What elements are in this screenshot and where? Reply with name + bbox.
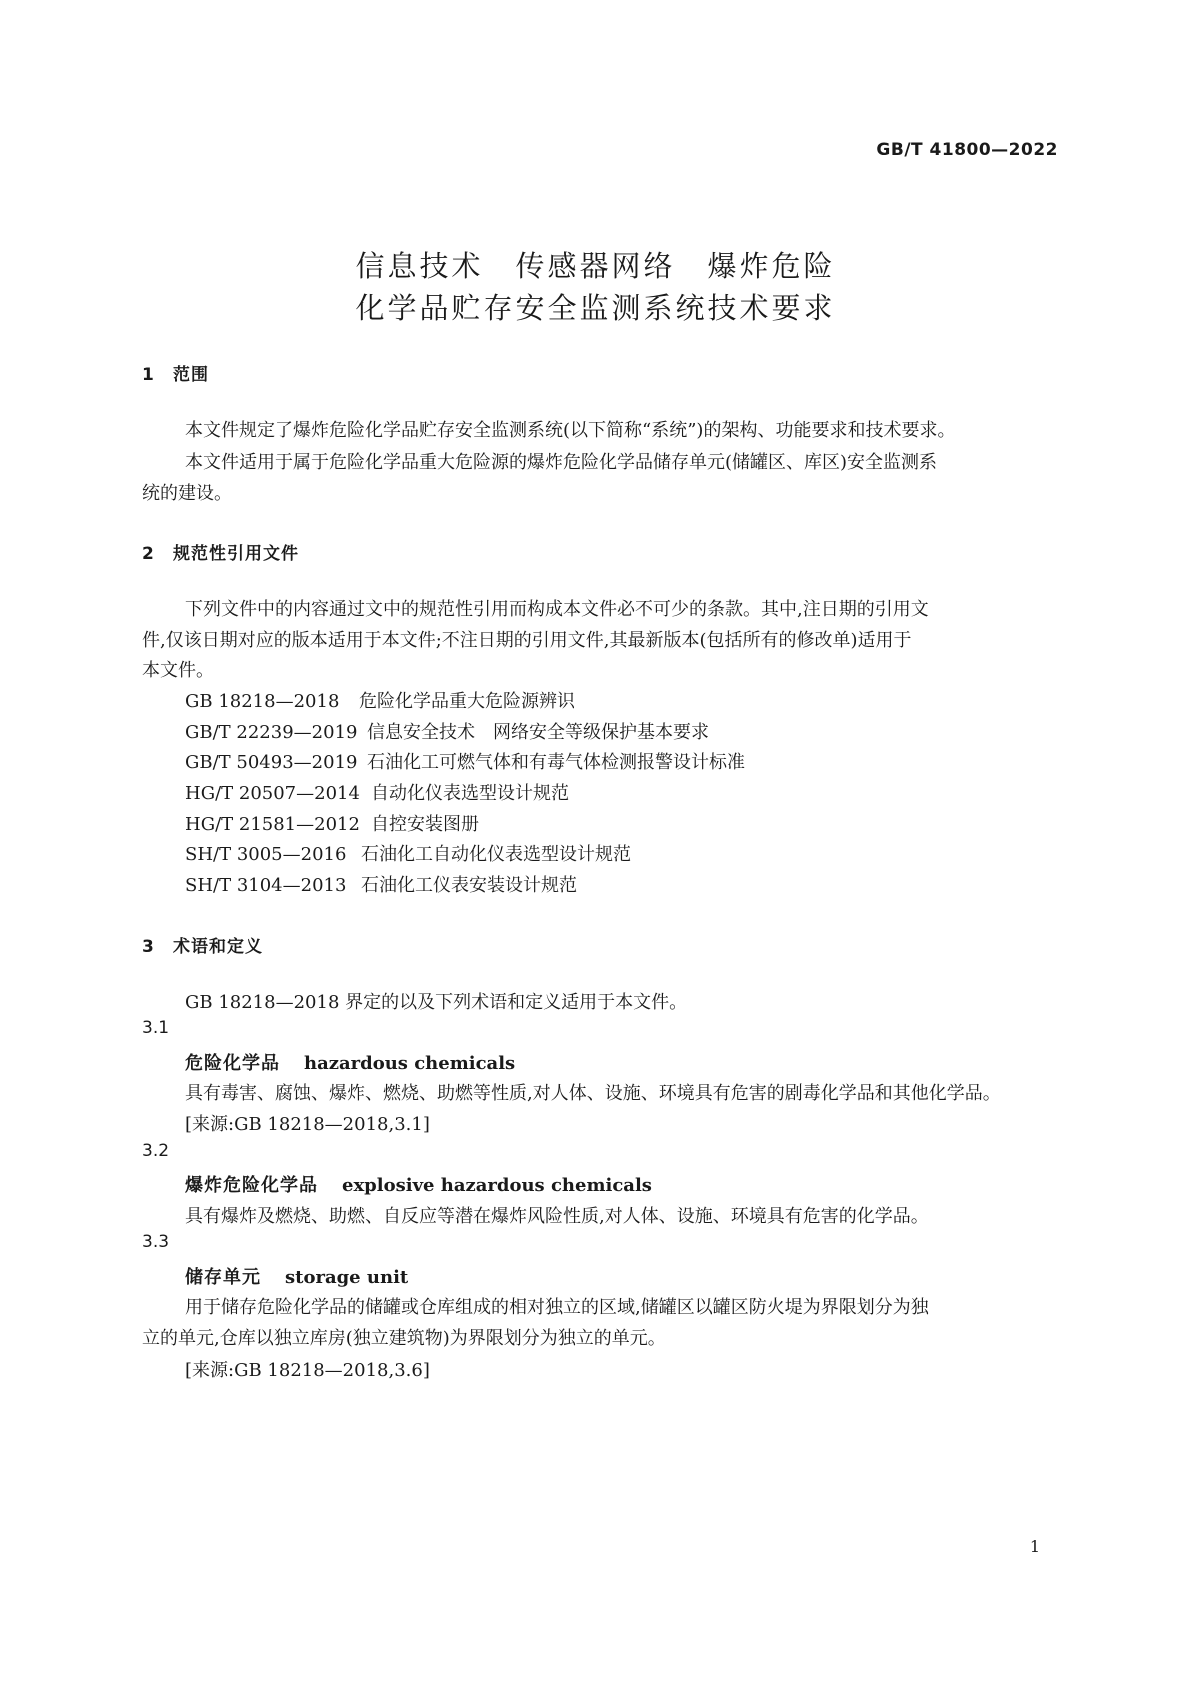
reference-title: 自动化仪表选型设计规范 [371, 783, 569, 804]
reference-title: 石油化工可燃气体和有毒气体检测报警设计标准 [367, 752, 745, 773]
section-2-intro-cont: 件,仅该日期对应的版本适用于本文件;不注日期的引用文件,其最新版本(包括所有的修改单)适用于 [142, 630, 912, 651]
section-2-intro-cont: 本文件。 [142, 660, 214, 681]
standard-number: GB/T 41800—2022 [876, 140, 1058, 160]
term-name-zh: 爆炸危险化学品 [185, 1175, 318, 1196]
section-2-intro: 下列文件中的内容通过文中的规范性引用而构成本文件必不可少的条款。其中,注日期的引用文 [185, 599, 929, 620]
reference-item [185, 687, 575, 713]
section-1-paragraph-2: 本文件适用于属于危险化学品重大危险源的爆炸危险化学品储存单元(储罐区、库区)安全监测系 [185, 452, 938, 473]
document-title-line-1: 信息技术 传感器网络 爆炸危险 [355, 249, 836, 283]
reference-title: 危险化学品重大危险源辨识 [359, 691, 575, 712]
reference-code: HG/T 21581—2012 [185, 814, 360, 835]
section-number: 3 [142, 937, 155, 957]
reference-code: SH/T 3005—2016 [185, 844, 347, 865]
section-3-intro: GB 18218—2018 界定的以及下列术语和定义适用于本文件。 [185, 992, 688, 1013]
section-title: 术语和定义 [173, 937, 263, 957]
section-3-heading [142, 932, 263, 957]
section-1-paragraph-2-cont: 统的建设。 [142, 483, 232, 504]
section-1-paragraph-1: 本文件规定了爆炸危险化学品贮存安全监测系统(以下简称“系统”)的架构、功能要求和技术要求。 [185, 420, 956, 441]
term-definition: 具有爆炸及燃烧、助燃、自反应等潜在爆炸风险性质,对人体、设施、环境具有危害的化学品。 [185, 1206, 929, 1227]
reference-title: 石油化工仪表安装设计规范 [361, 875, 577, 896]
reference-item [185, 810, 479, 836]
reference-item [185, 840, 631, 866]
section-title: 范围 [173, 365, 209, 385]
term-source: [来源:GB 18218—2018,3.6] [185, 1360, 430, 1381]
term-number: 3.3 [142, 1232, 170, 1252]
term-source: [来源:GB 18218—2018,3.1] [185, 1114, 430, 1135]
reference-code: SH/T 3104—2013 [185, 875, 347, 896]
reference-title: 石油化工自动化仪表选型设计规范 [361, 844, 631, 865]
term-name [185, 1049, 515, 1075]
reference-code: GB/T 50493—2019 [185, 752, 358, 773]
term-definition: 具有毒害、腐蚀、爆炸、燃烧、助燃等性质,对人体、设施、环境具有危害的剧毒化学品和其他化学品。 [185, 1083, 1001, 1104]
term-name [185, 1263, 408, 1289]
reference-code: GB 18218—2018 [185, 691, 340, 712]
section-number: 2 [142, 544, 155, 564]
reference-code: HG/T 20507—2014 [185, 783, 360, 804]
section-1-heading [142, 360, 209, 385]
reference-code: GB/T 22239—2019 [185, 722, 358, 743]
reference-title: 自控安装图册 [371, 814, 479, 835]
section-title: 规范性引用文件 [173, 544, 299, 564]
term-name-en: storage unit [285, 1267, 409, 1288]
term-name-zh: 危险化学品 [185, 1053, 280, 1074]
section-2-heading [142, 539, 299, 564]
section-number: 1 [142, 365, 155, 385]
reference-title: 信息安全技术 网络安全等级保护基本要求 [367, 722, 709, 743]
term-number: 3.2 [142, 1141, 170, 1161]
term-name [185, 1171, 652, 1197]
reference-item [185, 779, 569, 805]
page-number: 1 [1029, 1537, 1040, 1556]
reference-item [185, 748, 745, 774]
reference-item [185, 718, 709, 744]
term-definition: 用于储存危险化学品的储罐或仓库组成的相对独立的区域,储罐区以罐区防火堤为界限划分为独 [185, 1297, 929, 1318]
term-number: 3.1 [142, 1018, 170, 1038]
term-name-zh: 储存单元 [185, 1267, 261, 1288]
reference-item [185, 871, 577, 897]
term-name-en: explosive hazardous chemicals [342, 1175, 652, 1196]
term-name-en: hazardous chemicals [304, 1053, 516, 1074]
term-definition-cont: 立的单元,仓库以独立库房(独立建筑物)为界限划分为独立的单元。 [142, 1328, 666, 1349]
document-title-line-2: 化学品贮存安全监测系统技术要求 [355, 291, 836, 325]
